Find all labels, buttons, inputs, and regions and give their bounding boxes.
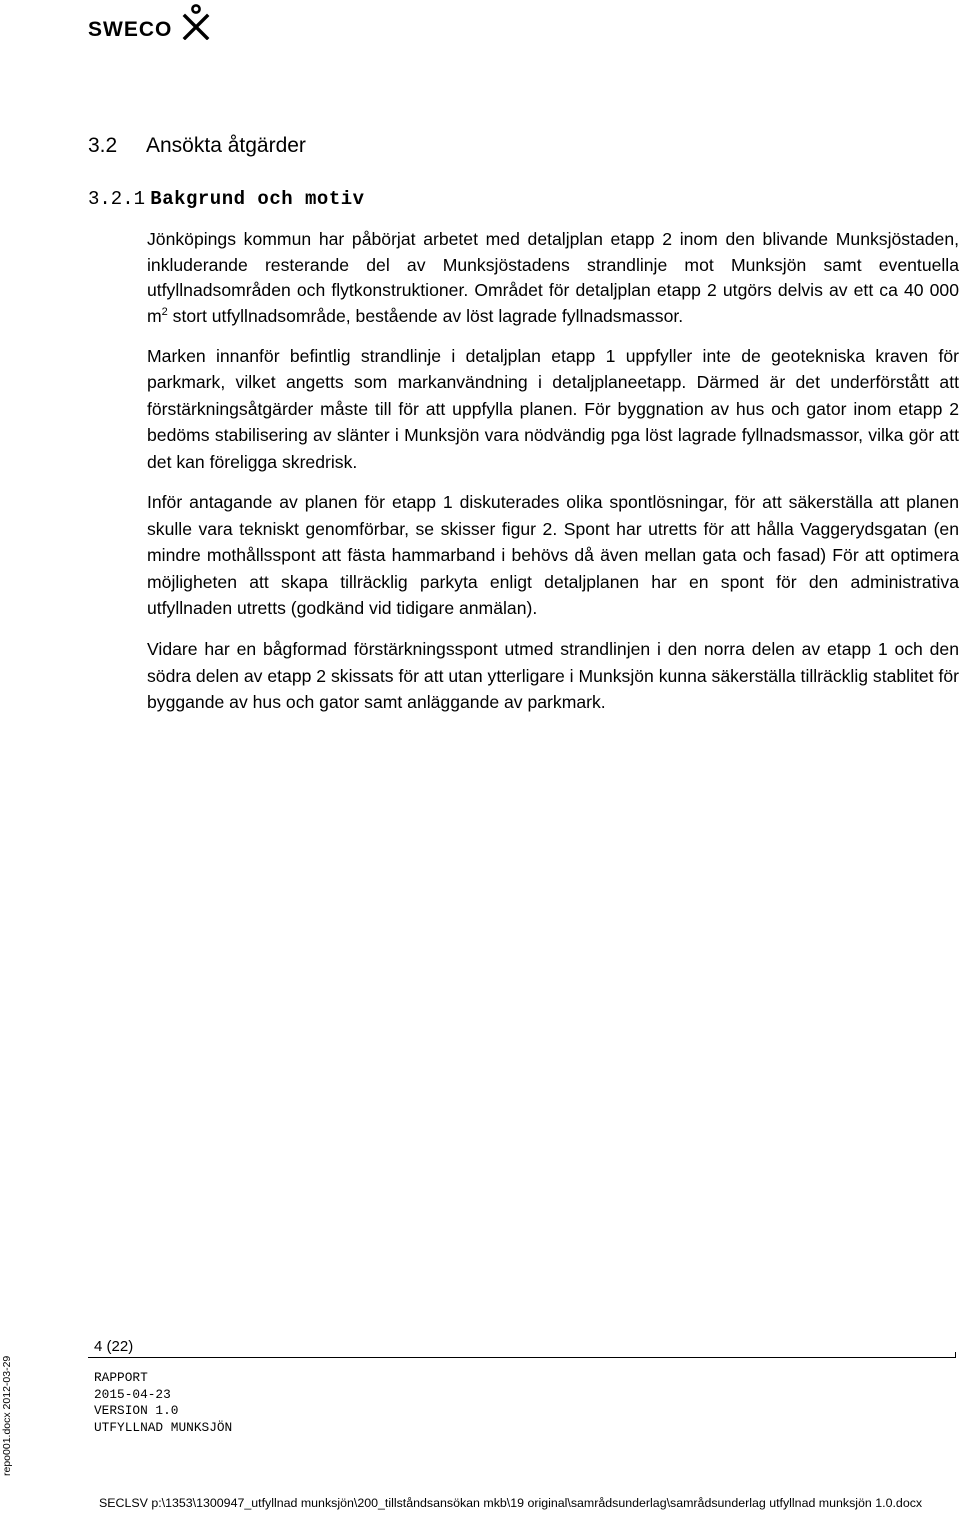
section-heading <box>88 133 306 159</box>
paragraph-1-part-a: Jönköpings kommun har påbörjat arbetet med detaljplan etapp 2 inom den blivande Munksjöstaden, inkluderande resterande del av Munksjöstadens strandlinje mot Munksjön samt eventuella utfyllnadsområden och flytkonstruktioner. Området för detaljplan etapp 2 utgörs delvis av ett ca 40 000 m <box>147 229 959 326</box>
footer-divider <box>88 1357 956 1358</box>
body-text <box>147 227 959 730</box>
doc-version: VERSION 1.0 <box>94 1403 179 1418</box>
paragraph-2: Marken innanför befintlig strandlinje i detaljplan etapp 1 uppfyller inte de geotekniska kraven för parkmark, vilket angetts som markanvändning i detaljplaneetapp. Därmed är det underförstått att förstärkningsåtgärder måste till för att uppfylla planen. För byggnation av hus och gator inom etapp 2 bedöms stabilisering av slänter i Munksjön vara nödvändig pga löst lagrade fyllnadsmassor, vilka gör att det kan föreligga skredrisk. <box>147 346 959 472</box>
logo-text: SWECO <box>88 18 173 41</box>
superscript-2: 2 <box>161 305 168 318</box>
doc-type: RAPPORT <box>94 1370 148 1385</box>
section-title: Ansökta åtgärder <box>146 134 306 157</box>
sweco-mark-icon <box>181 4 211 40</box>
template-label: repo001.docx 2012-03-29 <box>1 1355 13 1476</box>
footer-divider-tick <box>955 1352 956 1358</box>
subsection-title: Bakgrund och motiv <box>150 188 365 210</box>
doc-date: 2015-04-23 <box>94 1386 171 1402</box>
page-number: 4 (22) <box>94 1338 134 1355</box>
sweco-logo <box>88 4 218 44</box>
footer-meta <box>94 1370 232 1436</box>
paragraph-3: Inför antagande av planen för etapp 1 diskuterades olika spontlösningar, för att säkerställa att planen skulle vara tekniskt genomförbar, se skisser figur 2. Spont har utretts för att hålla Vaggerydsgatan (en mindre mothållsspont att fästa hammarband i behövs då även mellan gata och fasad) För att optimera möjligheten att skapa tillräcklig parkyta enligt detaljplanen har en spont för den administrativa utfyllnaden utretts (godkänd vid tidigare anmälan). <box>147 492 959 619</box>
section-number: 3.2 <box>88 134 118 157</box>
subsection-number: 3.2.1 <box>88 188 146 210</box>
paragraph-1-part-b: stort utfyllnadsområde, bestående av löst lagrade fyllnadsmassor. <box>167 305 684 326</box>
paragraph-4: Vidare har en bågformad förstärkningsspont utmed strandlinjen i den norra delen av etapp 1 och den södra delen av etapp 2 skissats för att utan ytterligare i Munksjön kunna säkerställa tillräcklig stablitet för byggande av hus och gator samt anläggande av parkmark. <box>147 639 959 713</box>
file-path: SECLSV p:\1353\1300947_utfyllnad munksjön\200_tillståndsansökan mkb\19 original\samrådsunderlag\samrådsunderlag utfyllnad munksjön 1.0.docx <box>99 1496 923 1510</box>
paragraph-1 <box>147 227 959 329</box>
subsection-heading <box>88 187 365 211</box>
doc-project: UTFYLLNAD MUNKSJÖN <box>94 1419 233 1435</box>
